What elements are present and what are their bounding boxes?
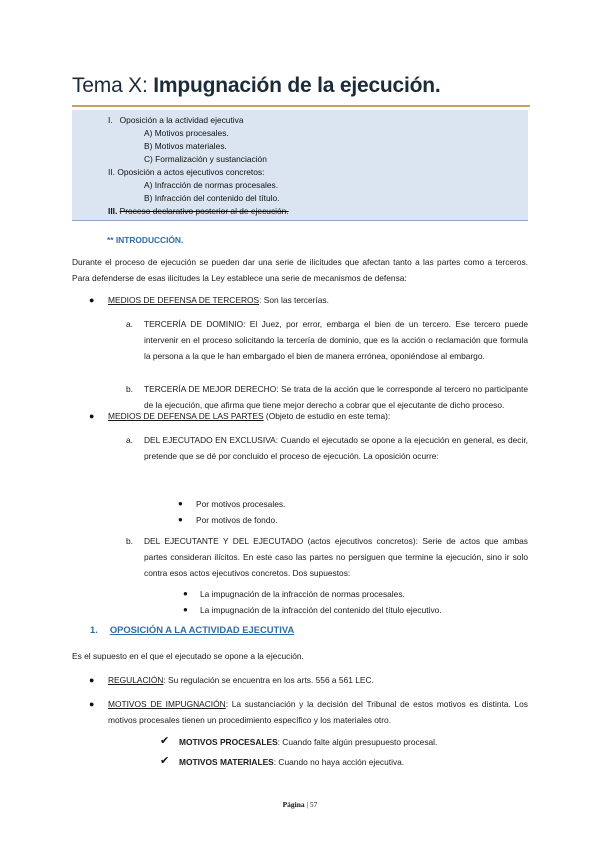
- section-intro: Es el supuesto en el que el ejecutado se opone a la ejecución.: [72, 651, 304, 661]
- title-prefix: Tema X:: [72, 74, 154, 97]
- section-heading: 1. OPOSICIÓN A LA ACTIVIDAD EJECUTIVA: [90, 624, 295, 635]
- list-letter: b.: [126, 536, 133, 546]
- bullet-icon: ●: [178, 499, 183, 508]
- ejecutado-exclusiva: DEL EJECUTADO EN EXCLUSIVA: Cuando el ejecutado se opone a la ejecución en general, es decir, pretende que se dé por concluido el proceso de ejecución. La oposición ocurre:: [144, 435, 528, 461]
- terceria-dominio: TERCERÍA DE DOMINIO: El Juez, por error, embarga el bien de un tercero. Ese tercero puede intervenir en el proceso solicitando la tercería de dominio, que es la acción o reclamación que formula la persona a la que le han embargado el bien de manera errónea, oponiéndose al embargo.: [144, 319, 528, 361]
- checkmark-icon: ✔: [160, 735, 170, 747]
- toc-item-1: I. Oposición a la actividad ejecutiva: [108, 115, 244, 125]
- partes-heading: MEDIOS DE DEFENSA DE LAS PARTES (Objeto de estudio en este tema):: [108, 411, 391, 421]
- motivos-impugnacion: MOTIVOS DE IMPUGNACIÓN: La sustanciación y la decisión del Tribunal de estos motivos es distinta. Los motivos procesales tienen un procedimiento específico y los materiales otro.: [108, 699, 528, 725]
- toc-item-1c: C) Formalización y sustanciación: [144, 154, 267, 164]
- toc-item-2b: B) Infracción del contenido del título.: [144, 193, 280, 203]
- title-underline: [72, 105, 530, 107]
- title-main: Impugnación de la ejecución.: [153, 74, 441, 97]
- motivos-materiales: MOTIVOS MATERIALES: Cuando no haya acción ejecutiva.: [179, 757, 405, 767]
- sub-item: Por motivos procesales.: [196, 499, 286, 509]
- bullet-icon: ●: [183, 589, 188, 598]
- intro-paragraph: Durante el proceso de ejecución se pueden dar una serie de ilicitudes que afectan tanto a las partes como a terceros. Para defenderse de esas ilicitudes la Ley establece una serie de mecanismos de defensa:: [72, 257, 528, 283]
- terceria-mejor-derecho: TERCERÍA DE MEJOR DERECHO: Se trata de la acción que le corresponde al tercero no participante de la ejecución, que afirma que tiene mejor derecho a cobrar que el ejecutante de dicho proceso.: [144, 384, 528, 410]
- table-of-contents: [72, 110, 528, 221]
- bullet-icon: ●: [89, 295, 95, 305]
- sub-item: La impugnación de la infracción del contenido del título ejecutivo.: [200, 605, 442, 615]
- list-letter: b.: [126, 384, 133, 394]
- bullet-icon: ●: [183, 605, 188, 614]
- list-letter: a.: [126, 435, 133, 445]
- bullet-icon: ●: [89, 411, 95, 421]
- intro-heading: ** INTRODUCCIÓN.: [107, 235, 184, 245]
- sub-item: La impugnación de la infracción de normas procesales.: [200, 589, 405, 599]
- toc-item-2: II. Oposición a actos ejecutivos concretos:: [108, 167, 265, 177]
- motivos-procesales: MOTIVOS PROCESALES: Cuando falte algún presupuesto procesal.: [179, 737, 438, 747]
- page-footer: Página | 57: [282, 800, 318, 809]
- toc-item-1a: A) Motivos procesales.: [144, 128, 229, 138]
- list-letter: a.: [126, 319, 133, 329]
- ejecutante-ejecutado: DEL EJECUTANTE Y DEL EJECUTADO (actos ejecutivos concretos): Serie de actos que ambas partes consideran ilícitos. En este caso las partes no persiguen que termine la ejecución, sino ir solo contra esos actos ejecutivos concretos. Dos supuestos:: [144, 536, 528, 578]
- toc-item-2a: A) Infracción de normas procesales.: [144, 180, 279, 190]
- bullet-icon: ●: [89, 699, 95, 709]
- toc-item-3: III. Proceso declarativo posterior al de ejecución.: [108, 206, 289, 216]
- sub-item: Por motivos de fondo.: [196, 515, 278, 525]
- bullet-icon: ●: [178, 515, 183, 524]
- checkmark-icon: ✔: [160, 755, 170, 767]
- page-title: [72, 74, 441, 98]
- terceros-heading: MEDIOS DE DEFENSA DE TERCEROS: Son las tercerías.: [108, 295, 329, 305]
- regulacion: REGULACIÓN: Su regulación se encuentra en los arts. 556 a 561 LEC.: [108, 675, 374, 685]
- toc-item-1b: B) Motivos materiales.: [144, 141, 227, 151]
- bullet-icon: ●: [89, 675, 95, 685]
